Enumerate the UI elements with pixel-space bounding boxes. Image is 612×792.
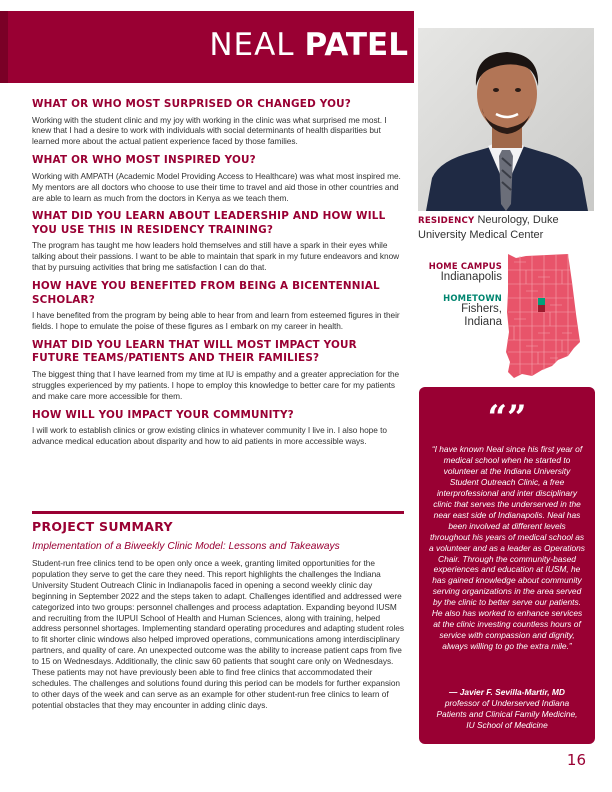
testimonial-role-line-2: Patients and Clinical Family Medicine,	[436, 708, 578, 719]
answer-3: The program has taught me how leaders hold themselves and still have a spark in their eyes while talking about their passions. I want to be able to maintain that spark in my future endeavors and know that by pursuing activities that bring me satisfaction I can do that.	[32, 240, 400, 273]
question-2: WHAT OR WHO MOST INSPIRED YOU?	[32, 154, 256, 167]
hometown-info	[421, 293, 502, 329]
testimonial-attribution	[427, 687, 587, 731]
residency-value: Neurology, Duke University Medical Center	[418, 214, 559, 241]
portrait-photo	[418, 28, 594, 211]
answer-4: I have benefited from the program by being able to hear from and learn from esteemed figures in their fields. I hope to emulate the poise of these figures as I embark on my career in health.	[32, 310, 400, 332]
home-campus-info	[421, 261, 502, 284]
indiana-state-shape	[506, 254, 580, 378]
home-campus-label: HOME CAMPUS	[428, 261, 502, 271]
section-divider	[32, 511, 404, 514]
portrait-illustration	[418, 28, 594, 211]
hometown-label: HOMETOWN	[443, 293, 502, 303]
answer-6: I will work to establish clinics or grow existing clinics in whatever community I live in. I also hope to advance medical education about disparity and how to aid patients in more accessible ways.	[32, 425, 387, 447]
question-1: WHAT OR WHO MOST SURPRISED OR CHANGED YOU?	[32, 98, 351, 110]
project-summary-subtitle: Implementation of a Biweekly Clinic Model: Lessons and Takeaways	[32, 541, 340, 552]
header-stripe-edge	[0, 11, 8, 83]
project-summary-heading: PROJECT SUMMARY	[32, 519, 173, 534]
question-6: HOW WILL YOU IMPACT YOUR COMMUNITY?	[32, 408, 294, 421]
hometown-city: Fishers,	[461, 303, 502, 315]
home-campus-county-marker	[538, 305, 545, 312]
residency-label: RESIDENCY	[418, 216, 475, 226]
answer-2: Working with AMPATH (Academic Model Providing Access to Healthcare) was what most inspired me. My mentors are all doctors who choose to use their time to travel and aid those in other countries and are able to learn as much from the doctors in Kenya as we teach them.	[32, 170, 401, 203]
indiana-map-graphic	[502, 252, 584, 380]
project-summary-body: Student-run free clinics tend to be open only once a week, granting limited opportunities for the population they serve to get the care they need. This report highlights the challenges the Indiana University Student Outreach Clinic in Indianapolis faced in opening a second weekly clinic day beginning in September 2022 and the steps taken to adapt. Challenges identified and addressed were categorized into two groups: personnel challenges and process adaptation. Expanding beyond IUSM and recruiting from the IUPUI School of Health and Human Sciences, along with training, helped address personnel shortages. Implementing standard operating procedures and adapting student roles to fit shorter clinic windows also helped improved operations, communications among interdisciplinary partners, and quality of care. An unexpected outcome was the ability to increase patient caps from five to 15 on Wednesdays. Additionally, the clinic saw 60 patients that sought care only on Wednesdays. These patients may not have previously been able to find free clinics that accommodated their schedules. The challenges and solutions found during this period can be models for further expansion to other days of the week and can serve as an example for other student-run free clinics to learn of potential obstacles that they may encounter in adding clinic days.	[32, 558, 404, 710]
testimonial-author: — Javier F. Sevilla-Martir, MD	[449, 687, 565, 697]
last-name: PATEL	[304, 27, 408, 63]
first-name: NEAL	[209, 27, 295, 63]
page-number: 16	[566, 751, 586, 769]
question-4: HOW HAVE YOU BENEFITED FROM BEING A BICENTENNIAL SCHOLAR?	[32, 280, 380, 306]
testimonial-role-line-3: IU School of Medicine	[466, 719, 548, 730]
testimonial-box	[419, 387, 595, 744]
answer-1: Working with the student clinic and my joy with working in the clinic was what surprised me most. I knew that I had a desire to work with individuals with social determinants of health disparities but learned more about the actual patient experience faced by those families.	[32, 114, 387, 147]
quote-mark-icon: “”	[487, 398, 527, 438]
hometown-county-marker	[538, 298, 545, 305]
residency-info	[418, 214, 598, 242]
question-5: WHAT DID YOU LEARN THAT WILL MOST IMPACT YOUR FUTURE TEAMS/PATIENTS AND THEIR FAMILIES?	[32, 338, 357, 365]
hometown-state: Indiana	[464, 316, 502, 328]
indiana-map	[502, 252, 584, 380]
question-3: WHAT DID YOU LEARN ABOUT LEADERSHIP AND HOW WILL YOU USE THIS IN RESIDENCY TRAINING?	[32, 210, 386, 236]
testimonial-role-line-1: professor of Underserved Indiana	[444, 697, 570, 708]
answer-5: The biggest thing that I have learned from my time at IU is empathy and a greater appreciation for the struggles experienced by my patients. I hope to employ this knowledge to better care for my patients and make care more accessible for them.	[32, 368, 400, 401]
home-campus-value: Indianapolis	[440, 271, 502, 283]
testimonial-text: “I have known Neal since his first year of medical school when he started to volunteer at the Indiana University Student Outreach Clinic, a free interprofessional and inter disciplinary clinic that serves the underserved in the near east side of Indianapolis. Neal has been involved at different levels throughout his years of medical school as a volunteer and as a leader as Operations Chair. Through the community-based experiences and education at IUSM, he has gained knowledge about community serving organizations in the area served by the clinic to better serve our patients. He also has worked to enhance services at the clinic investing countless hours of service with compassion and dignity, always willing to go the extra mile.”	[429, 444, 585, 652]
qa-section	[32, 98, 404, 447]
page-title	[209, 27, 408, 63]
